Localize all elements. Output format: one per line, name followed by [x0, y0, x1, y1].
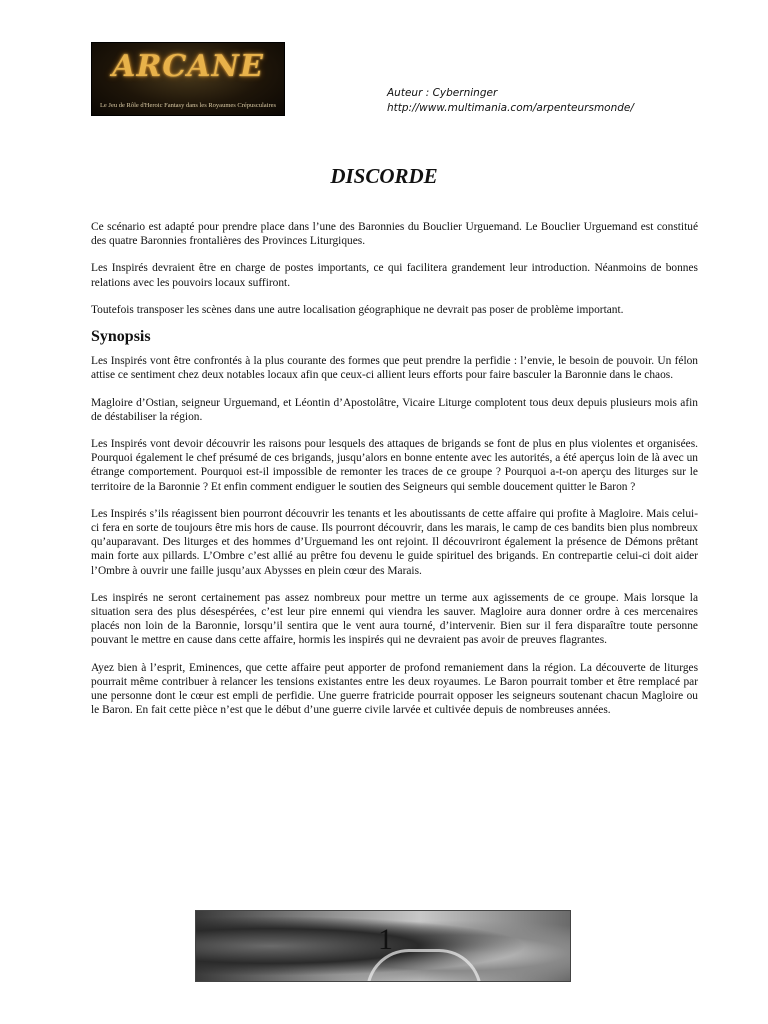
footer-banner-image	[195, 910, 571, 982]
page-number: 1	[378, 923, 393, 956]
author-line: Auteur : Cyberninger	[387, 87, 498, 99]
synopsis-paragraph: Ayez bien à l’esprit, Eminences, que cette affaire peut apporter de profond remaniement dans la région. La découverte de liturges pourrait même contribuer à relancer les tensions existantes entre les deux royaumes. Le Baron pourrait tomber et être remplacé par une personne dont le cœur est empli de perfidie. Une guerre fratricide pourrait opposer les seigneurs soutenant chacun Magloire ou le Baron. En fait cette pièce n’est que le début d’une guerre civile larvée et cultivée depuis de nombreuses années.	[91, 661, 698, 717]
synopsis-paragraph: Les Inspirés vont être confrontés à la plus courante des formes que peut prendre la perfidie : l’envie, le besoin de pouvoir. Un félon attise ce sentiment chez deux notables locaux afin que ceux-ci allient leurs efforts pour faire basculer la Baronnie dans le chaos.	[91, 355, 698, 382]
section-heading-synopsis: Synopsis	[91, 328, 151, 346]
intro-paragraph: Ce scénario est adapté pour prendre place dans l’une des Baronnies du Bouclier Urguemand. Le Bouclier Urguemand est constitué des quatre Baronnies frontalières des Provinces Liturgiques.	[91, 221, 698, 248]
author-block	[387, 86, 634, 116]
synopsis-paragraph: Les inspirés ne seront certainement pas assez nombreux pour mettre un terme aux agissements de ce groupe. Mais lorsque la situation sera des plus désespérées, c’est leur pire ennemi qui viendra les sauver. Magloire aura donner ordre à ces mercenaires placés non loin de la Baronnie, lorsqu’il sentira que le vent aura tourné, d’intervenir. Bien sur il fera disparaître toute personne pouvant le mettre en cause dans cette affaire, hormis les inspirés qui ne devraient pas avoir de preuves flagrantes.	[91, 591, 698, 647]
document-title: DISCORDE	[330, 164, 438, 188]
website-url: http://www.multimania.com/arpenteursmonde/	[387, 102, 634, 114]
logo-tagline: Le Jeu de Rôle d'Heroic Fantasy dans les Royaumes Crépusculaires	[99, 102, 277, 109]
synopsis-paragraph: Magloire d’Ostian, seigneur Urguemand, et Léontin d’Apostolâtre, Vicaire Liturge complotent tous deux depuis plusieurs mois afin de déstabiliser la région.	[91, 396, 698, 423]
document-body	[91, 220, 698, 730]
intro-paragraph: Toutefois transposer les scènes dans une autre localisation géographique ne devrait pas poser de problème important.	[91, 303, 624, 316]
arcane-logo	[91, 42, 285, 116]
logo-wordmark: ARCANE	[112, 49, 264, 84]
intro-paragraph: Les Inspirés devraient être en charge de postes importants, ce qui facilitera grandement leur introduction. Néanmoins de bonnes relations avec les pouvoirs locaux suffiront.	[91, 262, 698, 289]
synopsis-paragraph: Les Inspirés s’ils réagissent bien pourront découvrir les tenants et les aboutissants de cette affaire qui profite à Magloire. Mais celui-ci fera en sorte de toujours être mis hors de cause. Ils pourront découvrir, dans les marais, le camp de ces bandits bien plus nombreux qu’auparavant. Des liturges et des hommes d’Urguemand les ont rejoint. Il découvriront également la présence de Démons prêtant main forte aux pillards. L’Ombre c’est allié au prêtre fou devenu le guide spirituel des brigands. En contrepartie celui-ci doit aider l’Ombre à ouvrir une faille jusqu’aux Abysses en plein cœur des Marais.	[91, 507, 698, 577]
synopsis-paragraph: Les Inspirés vont devoir découvrir les raisons pour lesquels des attaques de brigands se font de plus en plus violentes et organisées. Pourquoi également le chef présumé de ces brigands, jusqu’alors en bonne entente avec les autorités, a été aperçus loin de là avec un étrange comportement. Pourquoi est-il impossible de remonter les traces de ce groupe ? Pourquoi a-t-on aperçu des liturges sur le territoire de la Baronnie ? Et enfin comment endiguer le soutien des Seigneurs qui semble doucement quitter le Baron ?	[91, 438, 698, 493]
